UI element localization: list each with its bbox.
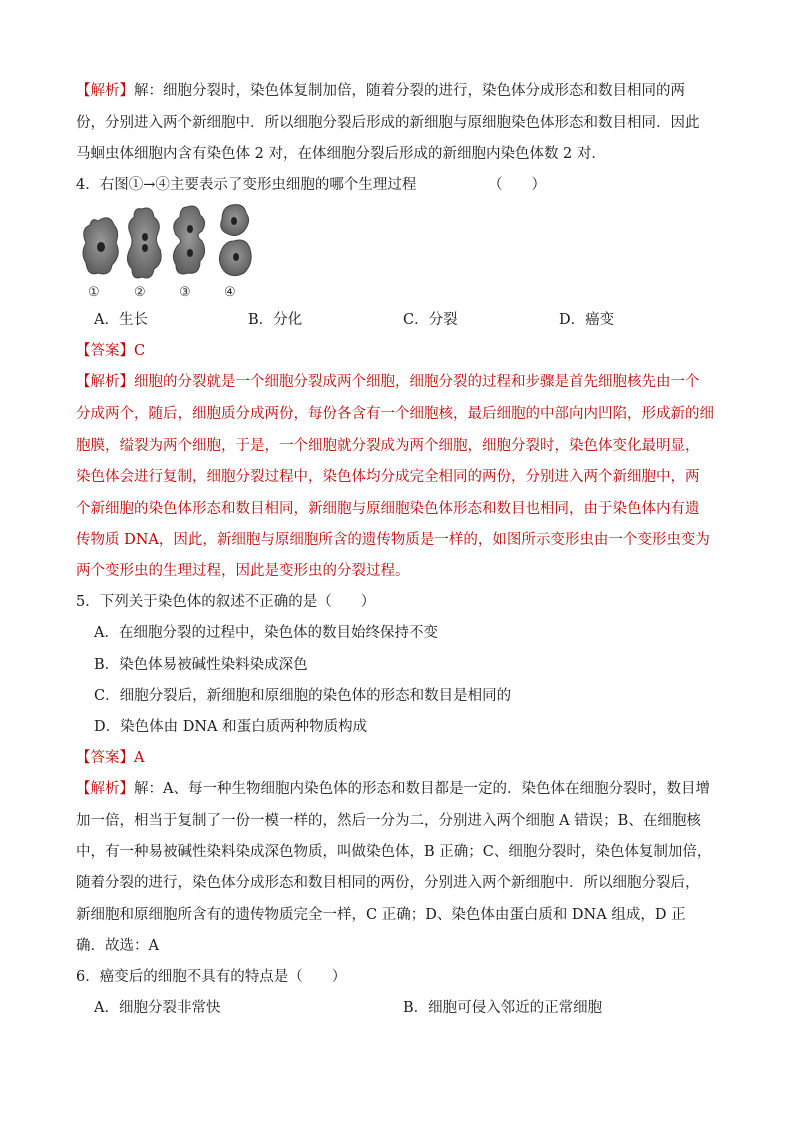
amoeba-division-figure — [76, 203, 266, 303]
q4-analysis-line-2: 分成两个，随后，细胞质分成两份，每份各含有一个细胞核，最后细胞的中部向内凹陷，形成新的细 — [76, 406, 714, 422]
q5-option-d: D．染色体由 DNA 和蛋白质两种物质构成 — [94, 719, 368, 735]
q4-option-c: C．分裂 — [403, 312, 458, 328]
amoeba-division-illustration — [76, 203, 266, 303]
q6-option-a: A．细胞分裂非常快 — [94, 1000, 221, 1016]
q5-option-c: C．细胞分裂后，新细胞和原细胞的染色体的形态和数目是相同的 — [94, 688, 512, 704]
q4-sequence: ①→④ — [128, 177, 170, 193]
q5-answer: 【答案】A — [76, 750, 145, 766]
q4-analysis-line-5: 个新细胞的染色体形态和数目相同，新细胞与原细胞染色体形态和数目也相同，由于染色体内有遗 — [76, 501, 700, 517]
q4-analysis-line-4: 染色体会进行复制，细胞分裂过程中，染色体均分成完全相同的两份，分别进入两个新细胞中，两 — [76, 469, 700, 485]
q3-analysis-line-1: 【解析】解：细胞分裂时，染色体复制加倍，随着分裂的进行，染色体分成形态和数目相同的两 — [76, 83, 685, 99]
q5-analysis-line-6: 确．故选：A — [76, 938, 159, 954]
q5-stem: 5．下列关于染色体的叙述不正确的是（ ） — [76, 594, 376, 610]
q4-stem: 4．右图①→④主要表示了变形虫细胞的哪个生理过程 — [76, 177, 417, 193]
figure-label-2: ② — [134, 285, 146, 300]
q4-answer-paren: （ ） — [488, 177, 546, 193]
amoeba-stage-2 — [127, 208, 161, 278]
q5-analysis-line-1: 【解析】解：A、每一种生物细胞内染色体的形态和数目都是一定的．染色体在细胞分裂时，数目增 — [76, 781, 710, 797]
q4-analysis-line-3: 胞膜，缢裂为两个细胞，于是，一个细胞就分裂成为两个细胞，细胞分裂时，染色体变化最明显， — [76, 438, 700, 454]
q4-option-a: A．生长 — [94, 312, 148, 328]
amoeba-stage-4 — [219, 205, 251, 276]
q4-option-d: D．癌变 — [559, 312, 615, 328]
q4-analysis-line-1: 【解析】细胞的分裂就是一个细胞分裂成两个细胞，细胞分裂的过程和步骤是首先细胞核先由一个 — [76, 374, 700, 390]
q5-option-b: B．染色体易被碱性染料染成深色 — [94, 657, 308, 673]
figure-label-3: ③ — [179, 285, 191, 300]
q3-analysis-line-2: 份，分别进入两个新细胞中．所以细胞分裂后形成的新细胞与原细胞染色体形态和数目相同．因此 — [76, 115, 700, 131]
q4-option-b: B．分化 — [248, 312, 303, 328]
q6-option-b: B．细胞可侵入邻近的正常细胞 — [403, 1000, 603, 1016]
q5-analysis-line-2: 加一倍，相当于复制了一份一模一样的，然后一分为二，分别进入两个细胞 A 错误；B、在细胞核 — [76, 813, 701, 829]
figure-label-4: ④ — [224, 285, 236, 300]
amoeba-stage-3 — [173, 206, 204, 274]
q4-analysis-line-6: 传物质 DNA，因此，新细胞与原细胞所含的遗传物质是一样的，如图所示变形虫由一个变形虫变为 — [76, 532, 710, 548]
q3-analysis-line-3: 马蛔虫体细胞内含有染色体 2 对，在体细胞分裂后形成的新细胞内染色体数 2 对． — [76, 146, 606, 162]
q6-stem: 6．癌变后的细胞不具有的特点是（ ） — [76, 969, 347, 985]
q4-analysis-line-7: 两个变形虫的生理过程，因此是变形虫的分裂过程。 — [76, 563, 410, 579]
q5-analysis-line-3: 中，有一种易被碱性染料染成深色物质，叫做染色体，B 正确；C、细胞分裂时，染色体复制加倍， — [76, 844, 712, 860]
q5-analysis-line-5: 新细胞和原细胞所含有的遗传物质完全一样，C 正确；D、染色体由蛋白质和 DNA 组成，D 正 — [76, 907, 686, 923]
amoeba-stage-1 — [83, 218, 118, 274]
figure-label-1: ① — [88, 285, 100, 300]
q4-answer: 【答案】C — [76, 343, 146, 359]
q5-analysis-line-4: 随着分裂的进行，染色体分成形态和数目相同的两份，分别进入两个新细胞中．所以细胞分裂后， — [76, 875, 700, 891]
q5-option-a: A．在细胞分裂的过程中，染色体的数目始终保持不变 — [94, 625, 438, 641]
